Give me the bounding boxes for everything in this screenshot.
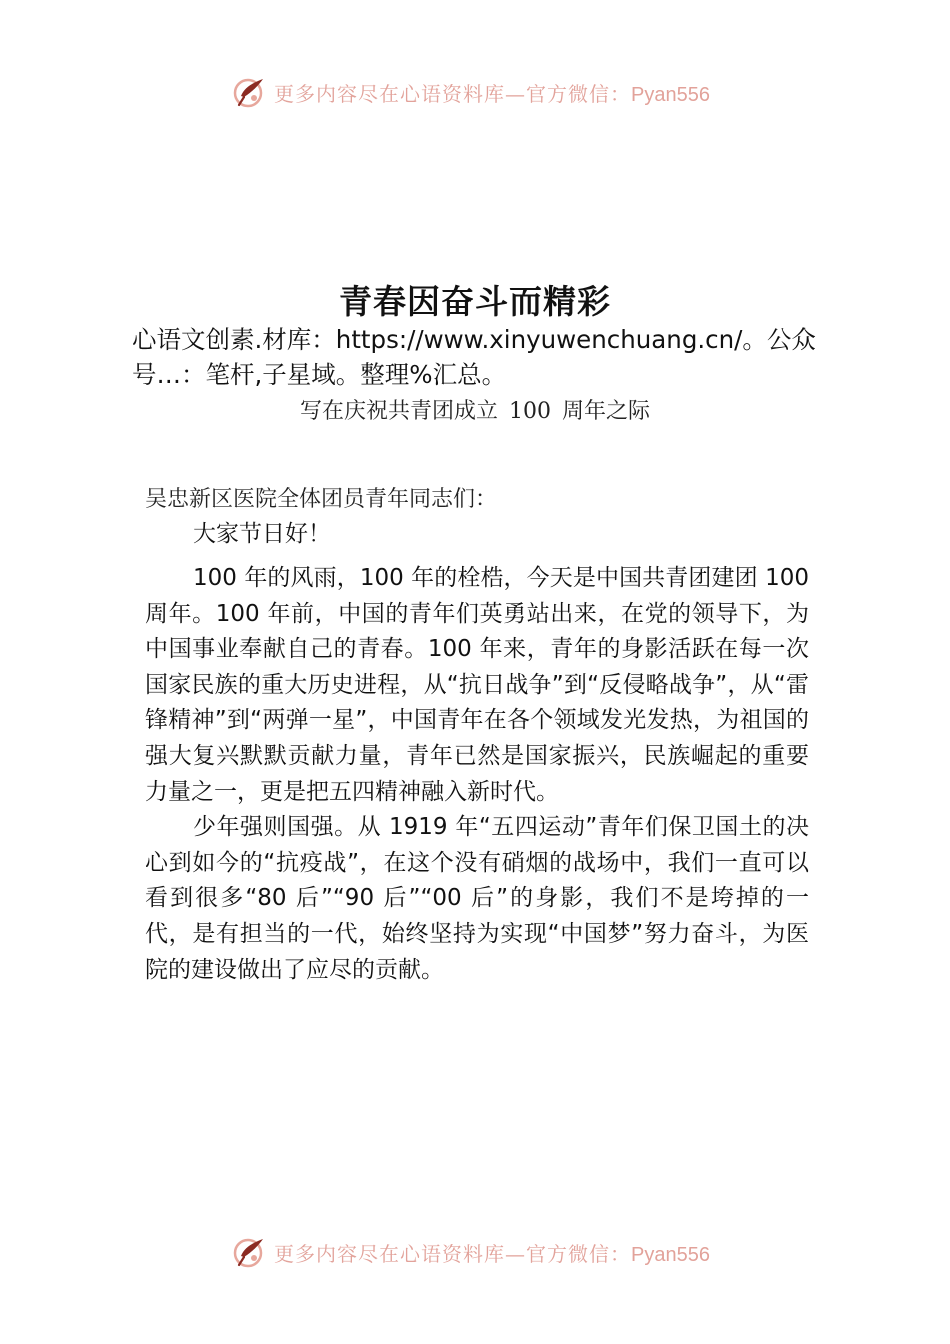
document-subtitle: 写在庆祝共青团成立 100 周年之际 [300, 399, 650, 424]
quill-logo-icon [232, 1234, 268, 1270]
wechat-id: Pyan556 [631, 1243, 710, 1266]
footer-banner [232, 1232, 752, 1272]
source-line: 心语文创素.材库：https://www.xinyuwenchuang.cn/。公众号…：笔杆,子星域。整理%汇总。 [132, 325, 816, 389]
body-paragraph: 100 年的风雨，100 年的栓梏，今天是中国共青团建团 100 周年。100 年前，中国的青年们英勇站出来，在党的领导下，为中国事业奉献自己的青春。100 年来，青年的身影活跃在每一次国家民族的重大历史进程，从“抗日战争”到“反侵略战争”，从“雷锋精神”到“两弹一星”，中国青年在各个领域发光发热，为祖国的强大复兴默默贡献力量，青年已然是国家振兴，民族崛起的重要力量之一，更是把五四精神融入新时代。 [145, 565, 809, 805]
quill-logo-icon [232, 74, 268, 110]
greeting: 大家节日好！ [193, 521, 331, 547]
banner-slogan: 更多内容尽在心语资料库—官方微信： [274, 81, 631, 106]
document-title: 青春因奋斗而精彩 [339, 282, 611, 321]
body-paragraph: 少年强则国强。从 1919 年“五四运动”青年们保卫国土的决心到如今的“抗疫战”，在这个没有硝烟的战场中，我们一直可以看到很多“80 后”“90 后”“00 后”的身影，我们不是垮掉的一代，是有担当的一代，始终坚持为实现“中国梦”努力奋斗，为医院的建设做出了应尽的贡献。 [145, 814, 809, 983]
wechat-id: Pyan556 [631, 83, 710, 106]
banner-slogan: 更多内容尽在心语资料库—官方微信： [274, 1241, 631, 1266]
header-banner [232, 72, 752, 112]
document-body [145, 561, 809, 988]
banner-text [274, 78, 710, 107]
banner-text [274, 1238, 710, 1267]
salutation: 吴忠新区医院全体团员青年同志们： [145, 487, 498, 512]
